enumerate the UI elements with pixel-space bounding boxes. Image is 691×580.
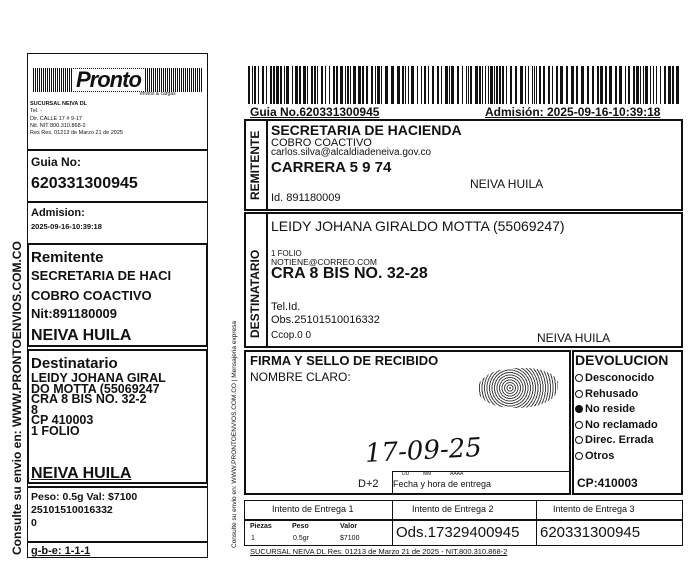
barcode-bar — [605, 66, 607, 104]
rem-id: Id. 891180009 — [271, 192, 341, 204]
barcode-bar — [479, 66, 481, 104]
barcode-bar — [280, 66, 282, 104]
devolucion-option[interactable] — [575, 449, 658, 465]
barcode-bar — [411, 66, 414, 104]
barcode-bar — [656, 66, 657, 104]
divider — [27, 201, 208, 203]
valor-value: $7100 — [340, 535, 360, 542]
barcode-bar — [248, 66, 250, 104]
rem-dept: COBRO COACTIVO — [271, 137, 372, 149]
devolucion-options — [575, 371, 658, 464]
barcode-bar — [499, 66, 501, 104]
remitente-nit: Nit:891180009 — [31, 306, 118, 321]
barcode-bar — [417, 66, 418, 104]
code-line: g-b-e: 1-1-1 — [31, 545, 91, 557]
devolucion-option[interactable] — [575, 387, 658, 403]
devolucion-title: DEVOLUCION — [575, 352, 669, 368]
reference-line: 25101510016332 — [31, 504, 113, 516]
barcode-bar — [536, 66, 537, 104]
destinatario-label: Destinatario — [31, 355, 118, 372]
d2-label: D+2 — [358, 478, 379, 490]
firma-title: FIRMA Y SELLO DE RECIBIDO — [250, 353, 439, 368]
radio-circle-icon — [575, 452, 583, 460]
remitente-tab: REMITENTE — [248, 130, 262, 200]
barcode-bar — [470, 66, 472, 104]
barcode-bar — [252, 66, 253, 104]
barcode-bar — [475, 66, 478, 104]
branch-line: Nit. NIT 800.310.868-2 — [30, 122, 86, 129]
barcode-bar — [402, 66, 404, 104]
barcode-bar — [325, 66, 326, 104]
barcode-bar — [643, 66, 644, 104]
divider — [27, 149, 208, 151]
rem-name: SECRETARIA DE HACIENDA — [271, 122, 462, 138]
barcode-bar — [428, 66, 429, 104]
barcode-bar — [441, 66, 442, 104]
barcode-bar — [377, 66, 380, 104]
destinatario-city: NEIVA HUILA — [31, 465, 132, 482]
barcode-bar — [262, 66, 264, 104]
barcode-bar — [424, 66, 426, 104]
valor-label: Valor — [340, 523, 358, 530]
divider — [27, 486, 208, 488]
dest-folio: 1 FOLIO — [271, 249, 302, 258]
branch-line: Tel. - — [30, 108, 42, 115]
barcode-bar — [408, 66, 409, 104]
left-vertical-url: Consulte su envio en: WWW.PRONTOENVIOS.COM.CO — [10, 241, 24, 555]
barcode-bar — [482, 66, 483, 104]
barcode-bar — [539, 66, 541, 104]
barcode-bar — [581, 66, 584, 104]
barcode-bar — [273, 66, 275, 104]
barcode-bar — [515, 66, 517, 104]
barcode-bar — [329, 66, 330, 104]
devolucion-option-label: Otros — [585, 449, 615, 462]
barcode-bar — [286, 66, 289, 104]
barcode-bar — [421, 66, 422, 104]
barcode-bar — [270, 66, 272, 104]
radio-circle-icon — [575, 405, 583, 413]
barcode-bar — [485, 66, 486, 104]
barcode-bar — [548, 66, 550, 104]
devolucion-cp: CP:410003 — [577, 476, 638, 490]
barcode-bar — [375, 66, 376, 104]
barcode-bar — [362, 66, 364, 104]
fecha-col-dd: DD — [402, 471, 410, 477]
dest-tel: Tel.Id. — [271, 301, 301, 313]
destinatario-line: DO MOTTA (55069247 — [31, 381, 160, 396]
devolucion-option-label: Direc. Errada — [585, 434, 654, 446]
rem-city: NEIVA HUILA — [470, 177, 544, 191]
barcode-bar — [307, 66, 308, 104]
barcode-bar — [258, 66, 259, 104]
barcode-bar — [336, 66, 338, 104]
radio-circle-icon — [575, 390, 583, 398]
intento-1: Intento de Entrega 1 — [272, 504, 354, 514]
barcode-bar — [636, 66, 639, 104]
destinatario-line: 1 FOLIO — [31, 423, 80, 438]
barcode-bar — [672, 66, 674, 104]
barcode-bar — [266, 66, 267, 104]
remitente-dept: COBRO COACTIVO — [31, 288, 152, 303]
barcode-bar — [628, 66, 630, 104]
logo-tagline: envios & cargas — [140, 91, 176, 97]
devolucion-option-label: No reclamado — [585, 418, 658, 431]
intento-2: Intento de Entrega 2 — [412, 504, 494, 514]
barcode-bar — [633, 66, 635, 104]
barcode-bar — [381, 66, 382, 104]
barcode-bar — [640, 66, 641, 104]
devolucion-option[interactable] — [575, 371, 658, 387]
guia-header: Guia No.620331300945 — [250, 105, 380, 119]
barcode-bar — [625, 66, 626, 104]
barcode-bar — [520, 66, 523, 104]
barcode-bar — [457, 66, 459, 104]
barcode-bar — [543, 66, 545, 104]
barcode-bar — [284, 66, 285, 104]
devolucion-option[interactable] — [575, 418, 658, 434]
barcode-bar — [451, 66, 454, 104]
barcode-bar — [560, 66, 563, 104]
bottom-divider — [536, 520, 537, 546]
guia-number: 620331300945 — [31, 175, 138, 192]
barcode-bar — [566, 66, 568, 104]
barcode-bar — [445, 66, 448, 104]
fecha-col-mm: MM — [423, 471, 432, 477]
stamp-scribble — [478, 368, 558, 408]
admision-label: Admision: — [31, 207, 85, 219]
fecha-label: Fecha y hora de entrega — [393, 479, 492, 489]
barcode-bar — [350, 66, 351, 104]
barcode-bar — [592, 66, 594, 104]
devolucion-option[interactable] — [575, 402, 658, 418]
barcode-bar — [254, 66, 256, 104]
admision-header: Admisión: 2025-09-16-10:39:18 — [485, 105, 661, 119]
barcode-bar — [385, 66, 388, 104]
barcode-bar — [676, 66, 679, 104]
dest-address: CRA 8 BIS NO. 32-28 — [271, 265, 428, 282]
logo-text: Pronto — [73, 69, 144, 91]
rem-address: CARRERA 5 9 74 — [271, 159, 392, 176]
barcode-bar — [534, 66, 535, 104]
admision-value: 2025-09-16-10:39:18 — [31, 222, 102, 231]
barcode-bar — [321, 66, 323, 104]
barcode-bar — [449, 66, 450, 104]
barcode-bar — [391, 66, 394, 104]
barcode-bar — [650, 66, 651, 104]
barcode-bar — [552, 66, 553, 104]
peso-label: Peso — [292, 523, 309, 530]
barcode-bar — [525, 66, 526, 104]
destinatario-line: 8 — [31, 402, 38, 417]
nombre-claro: NOMBRE CLARO: — [250, 370, 351, 384]
barcode-bar — [597, 66, 599, 104]
barcode-bar — [571, 66, 574, 104]
remitente-city: NEIVA HUILA — [31, 327, 132, 344]
radio-circle-icon — [575, 374, 583, 382]
peso-line: Peso: 0.5g Val: $7100 — [31, 491, 138, 503]
devolucion-option-label: Desconocido — [585, 372, 655, 384]
branch-line: SUCURSAL NEIVA DL — [30, 101, 88, 107]
dest-email: NOTIENE@CORREO.COM — [271, 257, 377, 267]
radio-circle-icon — [575, 436, 583, 444]
dest-cod: Ccop.0 0 — [271, 330, 312, 341]
ods-value: Ods.17329400945 — [396, 524, 520, 541]
destinatario-lines — [31, 373, 166, 436]
guia-label: Guia No: — [31, 155, 81, 169]
remitente-tab-divider — [266, 119, 268, 211]
barcode-bar — [405, 66, 406, 104]
barcode-bar — [299, 66, 301, 104]
remitente-name: SECRETARIA DE HACI — [31, 268, 172, 283]
barcode-bar — [276, 66, 279, 104]
barcode — [248, 66, 680, 104]
barcode-bar — [502, 66, 504, 104]
barcode-bar — [397, 66, 400, 104]
intento-divider — [536, 500, 537, 520]
radio-circle-icon — [575, 421, 583, 429]
destinatario-tab-divider — [266, 212, 268, 348]
barcode-bar — [609, 66, 612, 104]
barcode-bar — [432, 66, 434, 104]
dest-city: NEIVA HUILA — [537, 331, 611, 345]
piezas-label: Piezas — [250, 523, 272, 530]
devolucion-option-label: Rehusado — [585, 387, 639, 400]
guia-bottom: 620331300945 — [540, 524, 641, 541]
barcode-bar — [576, 66, 578, 104]
barcode-bar — [295, 66, 298, 104]
destinatario-tab: DESTINATARIO — [248, 249, 262, 338]
dest-obs: Obs.25101510016332 — [271, 314, 380, 326]
barcode-bar — [314, 66, 316, 104]
intento-divider — [392, 500, 393, 520]
rem-email: carlos.silva@alcaldiadeneiva.gov.co — [271, 147, 432, 158]
destinatario-line: CRA 8 BIS NO. 32-2 — [31, 392, 147, 406]
barcode-bar — [615, 66, 617, 104]
barcode-bar — [345, 66, 346, 104]
barcode-bar — [528, 66, 529, 104]
barcode-bar — [488, 66, 489, 104]
destinatario-line: LEIDY JOHANA GIRAL — [31, 371, 166, 385]
branch-line: Res Res. 01213 de Marzo 21 de 2025 — [30, 130, 123, 137]
barcode-bar — [371, 66, 373, 104]
barcode-bar — [292, 66, 293, 104]
barcode-bar — [619, 66, 622, 104]
handwritten-date: 17-09-25 — [364, 432, 483, 470]
barcode-bar — [466, 66, 467, 104]
barcode-bar — [358, 66, 361, 104]
barcode-bar — [506, 66, 507, 104]
barcode-bar — [660, 66, 661, 104]
bottom-divider — [392, 520, 393, 546]
barcode-bar — [494, 66, 495, 104]
barcode-bar — [653, 66, 654, 104]
barcode-bar — [317, 66, 318, 104]
barcode-bar — [496, 66, 498, 104]
barcode-bar — [510, 66, 512, 104]
piezas-value: 1 — [251, 535, 255, 542]
branch-info — [30, 101, 208, 137]
barcode-bar — [587, 66, 589, 104]
barcode-bar — [462, 66, 463, 104]
destinatario-line: CP 410003 — [31, 413, 94, 427]
barcode-bar — [303, 66, 306, 104]
barcode-bar — [532, 66, 533, 104]
intento-3: Intento de Entrega 3 — [553, 504, 635, 514]
divider — [27, 541, 208, 543]
barcode-bar — [347, 66, 349, 104]
barcode-bar — [366, 66, 368, 104]
zero-line: 0 — [31, 517, 37, 529]
barcode-bar — [333, 66, 335, 104]
barcode-bar — [437, 66, 439, 104]
devolucion-option-label: No reside — [585, 403, 636, 415]
barcode-bar — [600, 66, 603, 104]
barcode-bar — [645, 66, 648, 104]
barcode-bar — [311, 66, 313, 104]
barcode-bar — [353, 66, 356, 104]
barcode-bar — [556, 66, 558, 104]
barcode-bar — [668, 66, 671, 104]
barcode-bar — [664, 66, 666, 104]
barcode-bar — [490, 66, 493, 104]
footer-text: SUCURSAL NEIVA DL Res. 01213 de Marzo 21 de 2025 - NIT.800.310.868-2 — [250, 547, 508, 556]
remitente-label: Remitente — [31, 249, 104, 266]
branch-line: Dir. CALLE 17 # 9-17 — [30, 115, 82, 122]
barcode-bar — [340, 66, 343, 104]
peso-value: 0.5gr — [293, 535, 309, 542]
barcode-bar — [468, 66, 469, 104]
right-vertical-url: Consulte su envio en: WWW.PRONTOENVIOS.COM.CO | Mensajeria expresa — [231, 321, 238, 548]
dest-name: LEIDY JOHANA GIRALDO MOTTA (55069247) — [271, 218, 565, 234]
logo — [33, 68, 203, 92]
devolucion-option[interactable] — [575, 433, 658, 449]
fecha-col-aaaa: AAAA — [450, 471, 464, 477]
